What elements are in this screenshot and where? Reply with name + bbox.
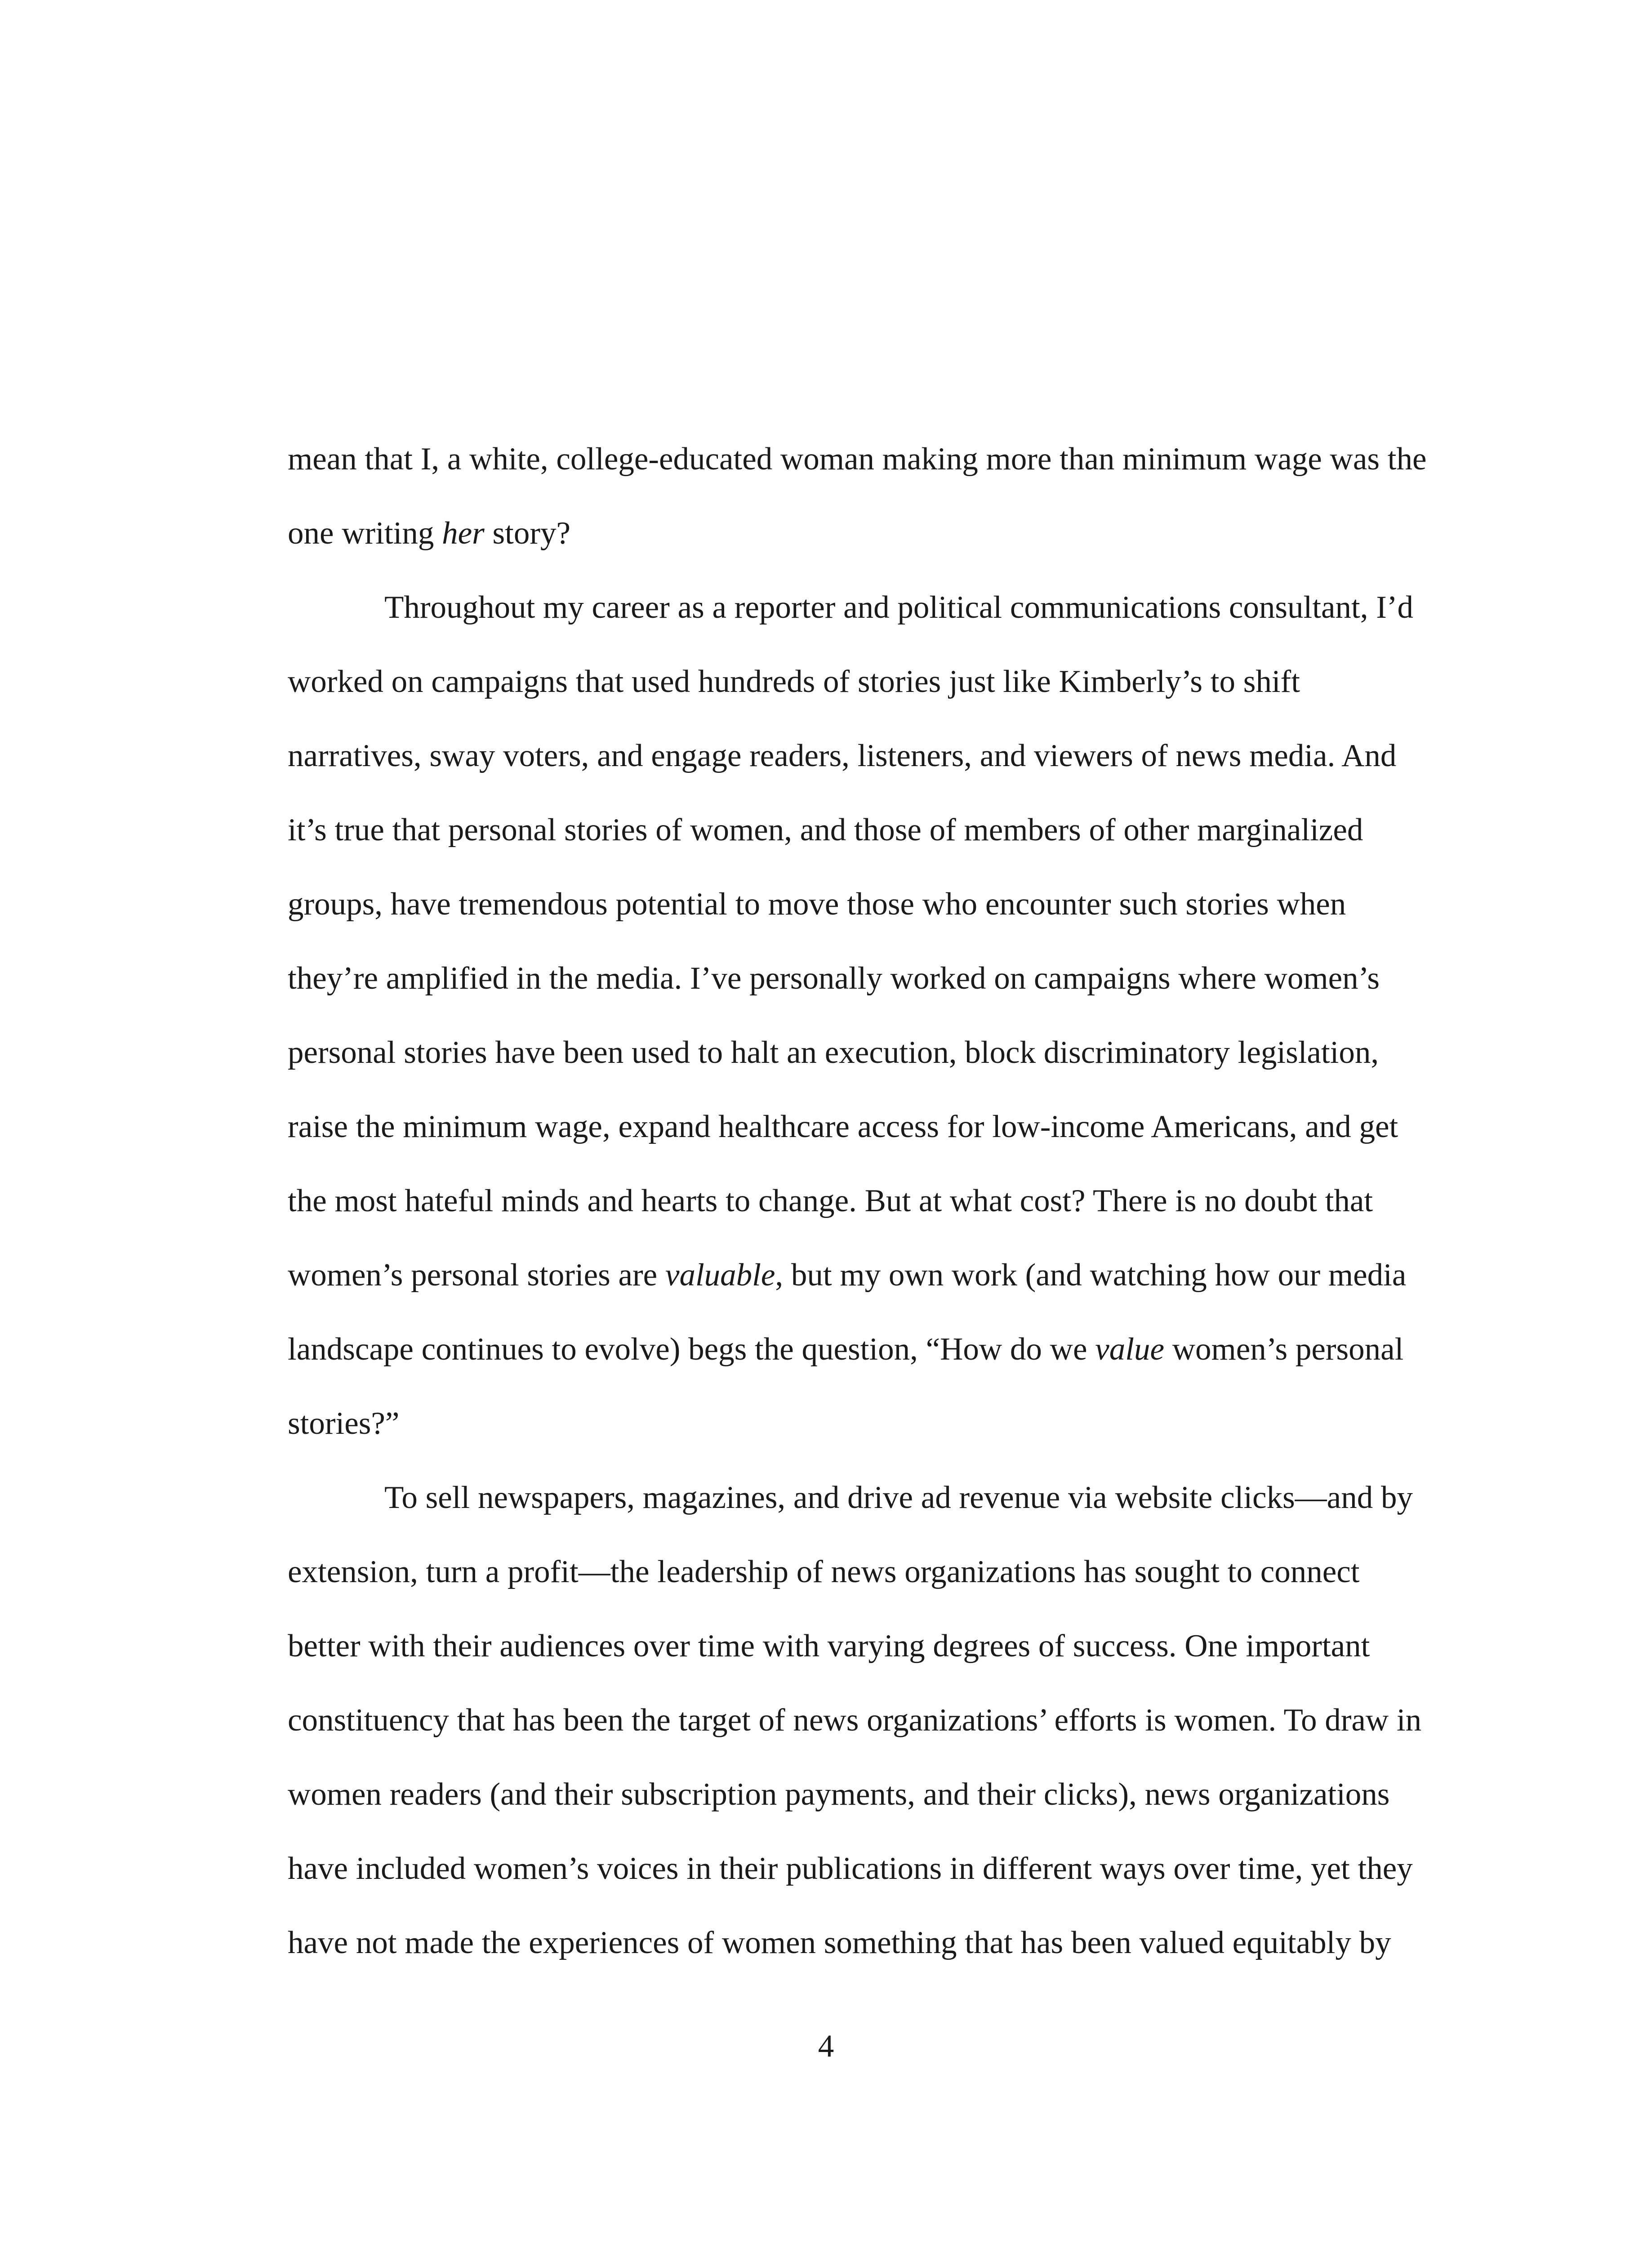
text-line — [288, 735, 1396, 776]
text-line — [288, 1254, 1406, 1296]
text-line — [288, 438, 1426, 480]
text-run: mean that I, a white, college-educated woman making more than minimum wage was the — [288, 442, 1427, 477]
text-line — [288, 1625, 1370, 1667]
text-line — [384, 1477, 1413, 1518]
page-number: 4 — [818, 2029, 834, 2064]
text-run: women readers (and their subscription payments, and their clicks), news organizations — [288, 1777, 1390, 1812]
text-run: they’re amplified in the media. I’ve personally worked on campaigns where women’s — [288, 961, 1380, 996]
text-run: it’s true that personal stories of women, and those of members of other marginalized — [288, 812, 1363, 847]
text-run: personal stories have been used to halt an execution, block discriminatory legislation, — [288, 1035, 1379, 1070]
text-run: groups, have tremendous potential to move those who encounter such stories when — [288, 887, 1346, 922]
text-line — [288, 1699, 1421, 1741]
text-run: raise the minimum wage, expand healthcare access for low-income Americans, and get — [288, 1109, 1398, 1144]
text-run: better with their audiences over time with varying degrees of success. One important — [288, 1628, 1370, 1664]
italic-text: value — [1095, 1332, 1164, 1367]
text-line — [288, 1551, 1360, 1592]
text-run: women’s personal — [1164, 1332, 1404, 1367]
text-run: have included women’s voices in their publications in different ways over time, yet they — [288, 1851, 1413, 1886]
text-line — [288, 1032, 1379, 1073]
text-line — [288, 809, 1363, 851]
text-run: story? — [484, 516, 571, 551]
italic-text: valuable — [665, 1258, 775, 1293]
text-run: landscape continues to evolve) begs the question, “How do we — [288, 1332, 1095, 1367]
text-line — [288, 1106, 1398, 1147]
text-line — [288, 1848, 1413, 1889]
text-line — [288, 1403, 399, 1444]
text-run: one writing — [288, 516, 442, 551]
text-run: narratives, sway voters, and engage readers, listeners, and viewers of news media. And — [288, 738, 1397, 773]
text-run: the most hateful minds and hearts to change. But at what cost? There is no doubt that — [288, 1183, 1373, 1218]
text-run: extension, turn a profit—the leadership of news organizations has sought to connect — [288, 1554, 1360, 1589]
italic-text: her — [442, 516, 485, 551]
text-run: women’s personal stories are — [288, 1258, 665, 1293]
text-line — [288, 1329, 1403, 1370]
text-run: , but my own work (and watching how our media — [775, 1258, 1407, 1293]
text-run: have not made the experiences of women something that has been valued equitably by — [288, 1925, 1391, 1960]
text-line — [288, 1180, 1373, 1222]
text-line — [288, 661, 1300, 702]
text-run: constituency that has been the target of news organizations’ efforts is women. To draw in — [288, 1703, 1422, 1738]
text-line — [288, 1774, 1389, 1815]
text-run: worked on campaigns that used hundreds of stories just like Kimberly’s to shift — [288, 664, 1300, 699]
text-run: stories?” — [288, 1406, 400, 1441]
text-run: To sell newspapers, magazines, and drive ad revenue via website clicks—and by — [384, 1480, 1413, 1515]
text-line — [288, 513, 570, 554]
text-line — [288, 1922, 1391, 1963]
text-line — [288, 958, 1380, 999]
text-line — [288, 883, 1346, 925]
text-run: Throughout my career as a reporter and political communications consultant, I’d — [384, 590, 1413, 625]
text-line — [384, 587, 1413, 628]
